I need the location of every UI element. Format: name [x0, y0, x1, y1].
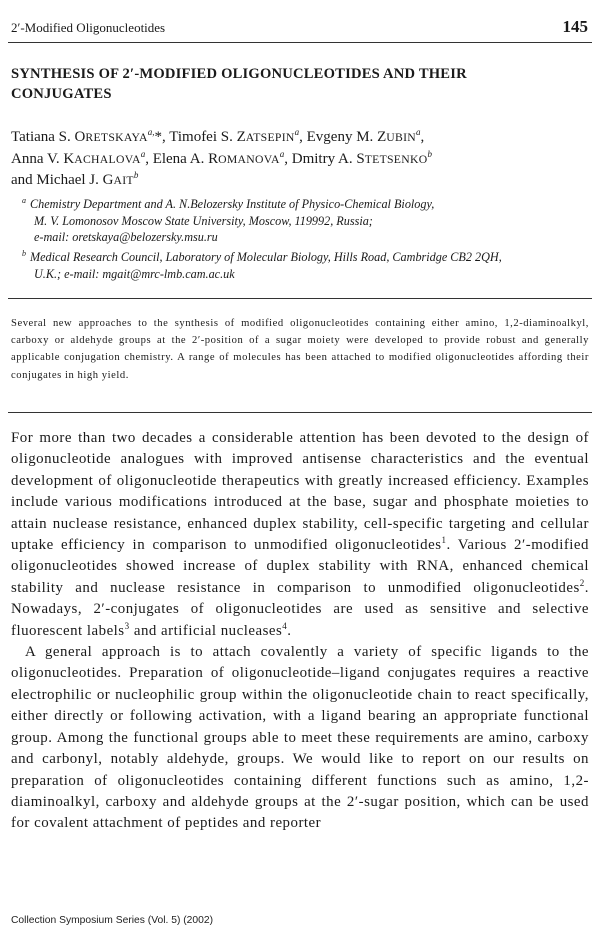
author-separator: ,	[145, 150, 153, 167]
author	[169, 129, 306, 145]
running-title: 2′-Modified Oligonucleotides	[11, 20, 166, 35]
author-affiliation-mark: a	[294, 127, 300, 137]
author-affiliation-mark: b	[427, 148, 432, 159]
author-surname-initial: S	[356, 150, 365, 167]
footer-citation: Collection Symposium Series (Vol. 5) (2002)	[11, 915, 214, 926]
author-affiliation-mark: a	[279, 148, 285, 159]
abstract-top-rule	[8, 298, 592, 299]
affiliation-mark: b	[22, 248, 26, 258]
text-run: and artificial nucleases	[129, 622, 283, 639]
paragraph-2: A general approach is to attach covalently a variety of specific ligands to the oligonucleotides. Preparation of oligonucleotide–ligand conjugates requires a reactive electrophilic or nucleophilic group within the oligonucleotide chain to react specifically, either directly or following activation, with a ligand bearing an appropriate functional group. Among the functional groups able to meet these requirements are amino, carboxy and carbonyl, notably aldehyde, groups. We would like to report on our results on preparation of oligonucleotides containing different functions such as amino, 1,2-diaminoalkyl, carboxy and aldehyde groups at the 2′-sugar position, which can be used for covalent attachment of peptides and reporter	[11, 644, 589, 832]
author-surname-initial: Z	[236, 129, 246, 145]
text-run: . Various 2′-modified oligonucleotides showed increase of duplex stability with RNA, enhanced chemical stability and nuclease resistance in comparison to unmodified oligonucleotides	[11, 537, 589, 596]
affiliation-mark: a	[22, 195, 26, 205]
body-text	[11, 428, 589, 835]
text-run: For more than two decades a considerable attention has been devoted to the design of oligonucleotide analogues with improved antisense characteristics and the eventual development of oligonucleotide therapeutics with greatly increased efficiency. Examples include various modifications introduced at the base, sugar and phosphate moieties to attain nuclease resistance, enhanced duplex stability, cell-specific targeting and cellular uptake efficiency in comparison to unmodified oligonucleotides	[11, 430, 589, 554]
citation-ref: 1	[441, 535, 447, 546]
author-given-name: Anna V.	[11, 150, 64, 167]
author-given-name: Dmitry A.	[291, 150, 357, 167]
affiliation-line: Chemistry Department and A. N.Belozersky Institute of Physico-Chemical Biology,	[30, 197, 435, 211]
paper-title: SYNTHESIS OF 2′-MODIFIED OLIGONUCLEOTIDES AND THEIR CONJUGATES	[11, 66, 467, 102]
paragraph-1	[11, 428, 589, 642]
author-affiliation-mark: a	[140, 148, 146, 159]
author-affiliation-mark: a	[416, 127, 421, 137]
author	[11, 129, 169, 145]
affiliation-line: M. V. Lomonosov Moscow State University, Moscow, 119992, Russia;	[34, 213, 373, 228]
author-given-name: Tatiana S.	[11, 129, 75, 145]
author-given-name: Timofei S.	[169, 129, 237, 145]
author-surname-initial: K	[63, 150, 75, 167]
author-surname-rest: TETSENKO	[364, 152, 428, 166]
author	[152, 148, 292, 167]
author	[11, 172, 138, 188]
author-surname-initial: O	[74, 129, 86, 145]
author-given-name: Evgeny M.	[306, 129, 378, 145]
abstract-bottom-rule	[8, 412, 592, 413]
affiliation-a	[22, 196, 582, 246]
author-surname-initial: R	[208, 150, 219, 167]
author-surname-rest: RETSKAYA	[85, 131, 148, 144]
affiliation-line: Medical Research Council, Laboratory of Molecular Biology, Hills Road, Cambridge CB2 2QH,	[30, 250, 502, 264]
abstract: Several new approaches to the synthesis of modified oligonucleotides containing either amino, 1,2-diaminoalkyl, carboxy or aldehyde groups at the 2′-position of a sugar moiety were developed to provide robust and generally applicable conjugation chemistry. A range of molecules has been attached to modified oligonucleotides affording their conjugates in high yield.	[11, 318, 589, 381]
author-separator: ,	[284, 150, 292, 167]
author-surname-initial: G	[102, 172, 114, 188]
affiliation-line: e-mail: oretskaya@belozersky.msu.ru	[34, 230, 218, 244]
author	[291, 148, 432, 167]
author-surname-rest: OMANOVA	[218, 152, 280, 166]
affiliation-b	[22, 249, 582, 282]
author-separator: ,	[420, 129, 425, 145]
author-surname-initial: Z	[377, 129, 387, 145]
author-list	[11, 127, 591, 192]
author-affiliation-mark: a,	[147, 127, 155, 137]
text-run: .	[287, 622, 292, 639]
author-separator: ,	[299, 129, 307, 145]
author	[307, 129, 425, 145]
author-surname-rest: UBIN	[386, 131, 417, 144]
author-surname-rest: AIT	[113, 174, 134, 187]
text-run: . Nowadays, 2′-conjugates of oligonucleotides are used as sensitive and selective fluorescent labels	[11, 579, 589, 639]
citation-ref: 3	[124, 620, 130, 631]
citation-ref: 4	[282, 620, 288, 631]
affiliation-line: U.K.; e-mail: mgait@mrc-lmb.cam.ac.uk	[34, 266, 235, 281]
author-given-name: Elena A.	[152, 150, 209, 167]
citation-ref: 2	[579, 577, 585, 588]
page-number: 145	[562, 17, 588, 36]
author-affiliation-mark: b	[133, 170, 139, 180]
author-given-name: and Michael J.	[11, 172, 103, 188]
author	[11, 148, 153, 167]
author-separator: *,	[154, 129, 170, 145]
author-surname-rest: ACHALOVA	[74, 152, 141, 166]
header-rule	[8, 42, 592, 43]
author-surname-rest: ATSEPIN	[245, 131, 295, 144]
